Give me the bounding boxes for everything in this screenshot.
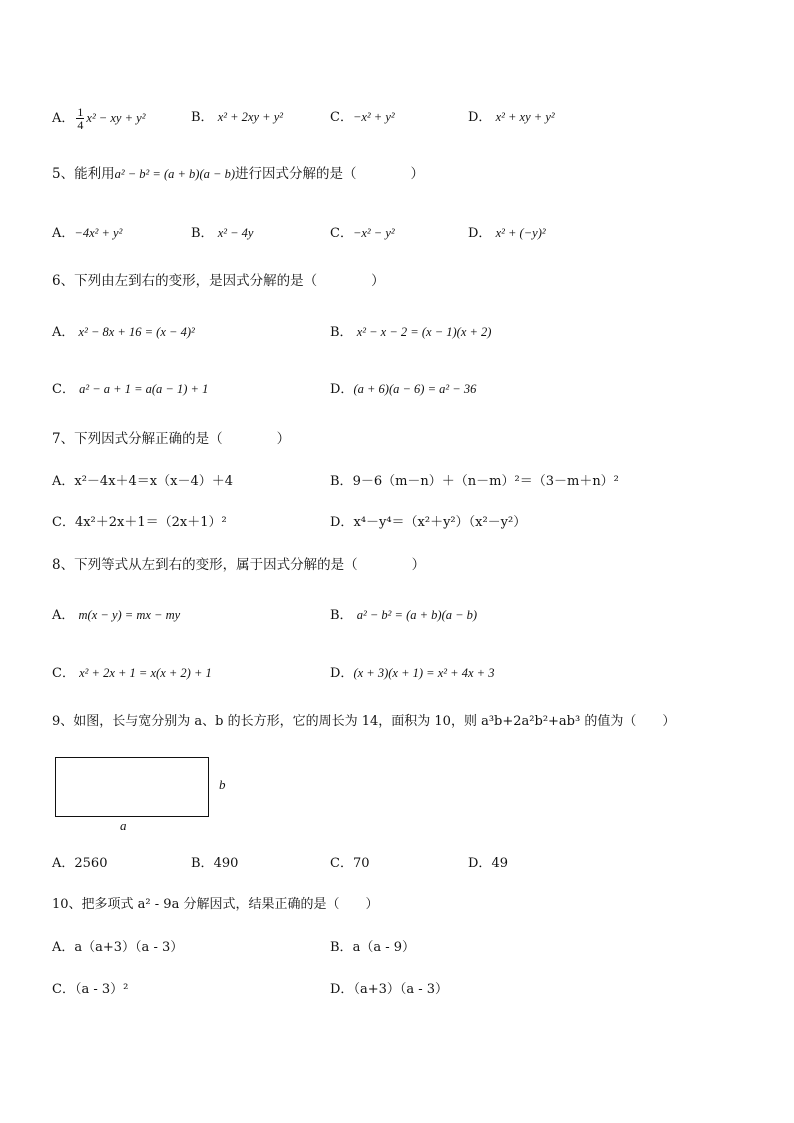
option-math: −4x² + y² — [74, 226, 123, 240]
option-math: a² − b² = (a + b)(a − b) — [356, 608, 478, 622]
option-letter: C． — [330, 226, 353, 241]
fraction-numerator: 1 — [77, 105, 84, 119]
option-letter: C． — [330, 110, 353, 125]
option-letter: C． — [330, 856, 353, 871]
option-letter: D． — [468, 110, 492, 125]
option-letter: B． — [330, 474, 353, 489]
option-letter: C． — [52, 382, 75, 397]
option-letter: A． — [52, 940, 75, 955]
rectangle-figure — [55, 757, 209, 817]
option-math: （a+3）（a - 3） — [353, 982, 449, 997]
fraction — [76, 106, 84, 131]
option-value: 490 — [213, 856, 239, 871]
q6-option-a — [52, 323, 195, 342]
option-letter: C． — [52, 515, 75, 530]
option-math: x² + xy + y² — [495, 110, 555, 124]
q7-option-a — [52, 473, 233, 491]
question-5 — [52, 165, 424, 183]
q5-option-c — [330, 224, 395, 243]
rectangle-label-b: b — [219, 777, 226, 792]
question-prefix: 5、能利用 — [52, 166, 115, 182]
option-math: x² + 2xy + y² — [217, 110, 284, 124]
option-letter: B． — [330, 940, 353, 955]
option-math: （a - 3）² — [74, 982, 129, 997]
q6-option-b — [330, 323, 491, 342]
option-math: x²－4x＋4＝x（x－4）＋4 — [74, 474, 234, 489]
option-math: x² − 4y — [217, 226, 254, 240]
q9-option-b — [191, 855, 238, 873]
option-math: x² − xy + y² — [86, 111, 146, 125]
option-math: a（a - 9） — [352, 940, 415, 955]
q4-option-b — [191, 108, 283, 127]
option-math: (x + 3)(x + 1) = x² + 4x + 3 — [353, 666, 495, 680]
option-value: 49 — [491, 856, 508, 871]
option-letter: B． — [191, 856, 214, 871]
q9-option-a — [52, 855, 107, 873]
option-letter: D． — [330, 382, 354, 397]
q7-option-b — [330, 473, 619, 491]
q7-option-c — [52, 514, 227, 532]
option-letter: A． — [52, 608, 75, 623]
question-9: 9、如图，长与宽分别为 a、b 的长方形，它的周长为 14，面积为 10，则 a³b+2a²b²+ab³ 的值为（ ） — [52, 714, 676, 729]
question-formula: a² − b² = (a + b)(a − b) — [114, 167, 235, 181]
question-suffix: 进行因式分解的是（ ） — [234, 166, 424, 182]
q8-option-d — [330, 664, 494, 683]
q7-option-d — [330, 514, 526, 532]
option-letter: A． — [52, 856, 75, 871]
option-math: m(x − y) = mx − my — [78, 608, 181, 622]
option-math: −x² − y² — [352, 226, 395, 240]
option-letter: C． — [52, 982, 75, 997]
question-8: 8、下列等式从左到右的变形，属于因式分解的是（ ） — [52, 557, 426, 573]
option-letter: B． — [191, 226, 214, 241]
option-math: x² + 2x + 1 = x(x + 2) + 1 — [79, 666, 212, 680]
option-letter: B． — [330, 608, 353, 623]
option-math: 9－6（m－n）＋（n－m）²＝（3－m＋n）² — [352, 474, 619, 489]
option-math: 4x²＋2x＋1＝（2x＋1）² — [74, 515, 227, 530]
question-7: 7、下列因式分解正确的是（ ） — [52, 431, 291, 447]
q9-option-c — [330, 855, 370, 873]
question-6: 6、下列由左到右的变形，是因式分解的是（ ） — [52, 273, 385, 289]
q5-option-a — [52, 224, 122, 243]
option-value: 2560 — [74, 856, 108, 871]
q10-option-b — [330, 939, 415, 957]
option-letter: C． — [52, 666, 75, 681]
option-math: a² − a + 1 = a(a − 1) + 1 — [79, 382, 209, 396]
q8-option-a — [52, 606, 180, 625]
option-letter: B． — [330, 325, 353, 340]
q9-option-d — [468, 855, 508, 873]
option-letter: D． — [330, 666, 354, 681]
option-letter: D． — [468, 226, 492, 241]
option-letter: D． — [330, 982, 354, 997]
q10-option-d — [330, 981, 448, 999]
option-letter: A． — [52, 474, 75, 489]
option-math: x² − x − 2 = (x − 1)(x + 2) — [356, 325, 492, 339]
q5-option-b — [191, 224, 253, 243]
option-letter: D． — [330, 515, 354, 530]
option-math: (a + 6)(a − 6) = a² − 36 — [353, 382, 477, 396]
option-letter: A． — [52, 111, 75, 126]
option-math: −x² + y² — [352, 110, 395, 124]
q5-option-d — [468, 224, 546, 243]
q6-option-d — [330, 380, 476, 399]
question-10: 10、把多项式 a² - 9a 分解因式，结果正确的是（ ） — [52, 897, 379, 912]
option-math: a（a+3）（a - 3） — [74, 940, 184, 955]
option-letter: A． — [52, 226, 75, 241]
q4-option-c — [330, 108, 395, 127]
q4-option-a — [52, 106, 145, 131]
q6-option-c — [52, 380, 208, 399]
q8-option-c — [52, 664, 212, 683]
option-letter: B． — [191, 110, 214, 125]
option-letter: D． — [468, 856, 492, 871]
q10-option-a — [52, 939, 183, 957]
q8-option-b — [330, 606, 477, 625]
q4-option-d — [468, 108, 555, 127]
option-math: x² + (−y)² — [495, 226, 546, 240]
option-math: x⁴－y⁴＝（x²＋y²）（x²－y²） — [353, 515, 527, 530]
option-value: 70 — [352, 856, 370, 871]
q10-option-c — [52, 981, 128, 999]
option-letter: A． — [52, 325, 75, 340]
fraction-denominator: 4 — [77, 118, 84, 132]
option-math: x² − 8x + 16 = (x − 4)² — [78, 325, 195, 339]
rectangle-label-a: a — [120, 818, 127, 833]
